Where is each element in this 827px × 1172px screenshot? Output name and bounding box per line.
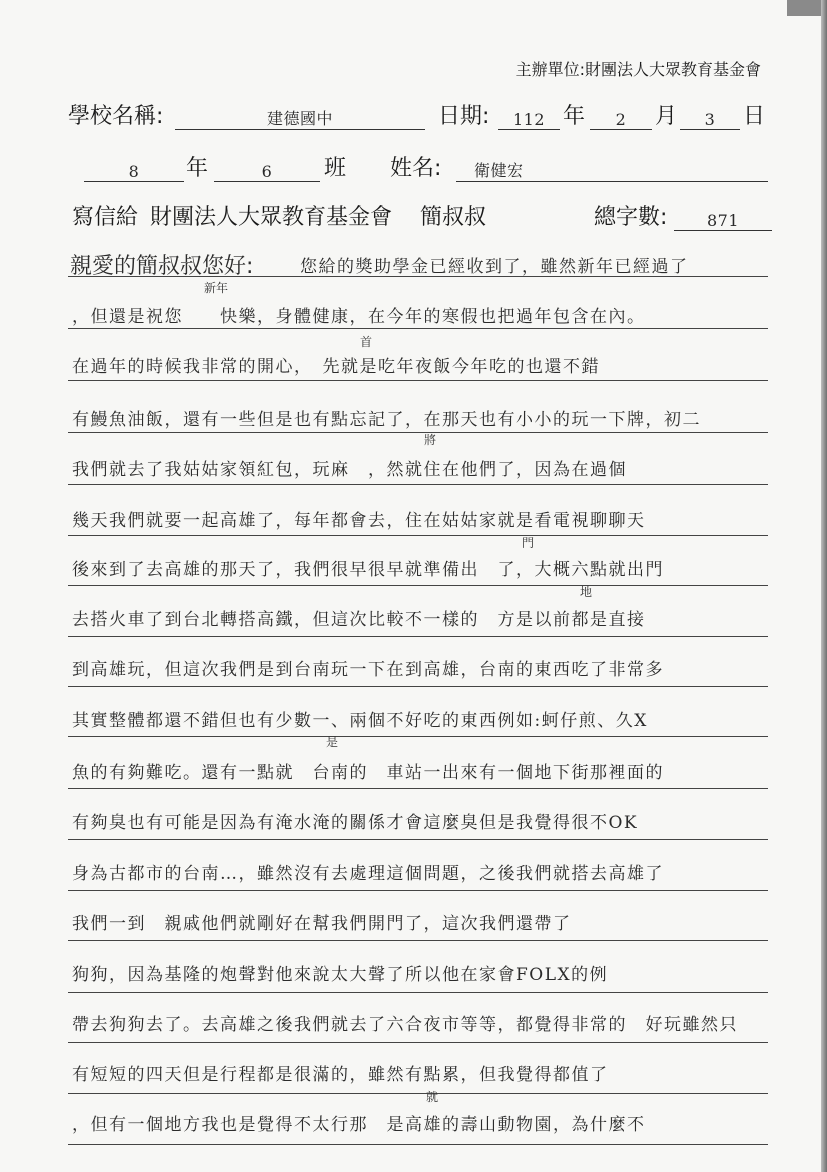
scan-edge-right: [821, 0, 827, 1172]
body-line-16: 帶去狗狗去了。去高雄之後我們就去了六合夜市等等，都覺得非常的 好玩雖然只: [72, 1015, 738, 1035]
letter-to-row: [68, 197, 767, 231]
school-field: 建德國中: [175, 106, 425, 130]
body-line-4: 有鰻魚油飯，還有一些但是也有點忘記了，在那天也有小小的玩一下牌，初二: [72, 410, 701, 430]
school-label: 學校名稱:: [68, 104, 164, 129]
body-line-1: 您給的獎助學金已經收到了，雖然新年已經過了: [300, 257, 689, 277]
school-date-row: [68, 96, 767, 130]
word-count-label: 總字數:: [594, 205, 668, 230]
rule-line: [68, 736, 768, 737]
rule-line: [68, 940, 768, 941]
rule-line: [68, 585, 768, 586]
body-line-18: ，但有一個地方我也是覺得不太行那 是高雄的壽山動物園，為什麼不: [72, 1115, 646, 1135]
insertion-mark: 地: [580, 585, 593, 599]
rule-line: [68, 1093, 768, 1094]
body-line-13: 身為古都市的台南…，雖然沒有去處理這個問題，之後我們就搭去高雄了: [72, 864, 664, 884]
grade-field: 8: [84, 162, 184, 182]
day-field: 3: [680, 110, 740, 130]
body-line-12: 有夠臭也有可能是因為有淹水淹的關係才會這麼臭但是我覺得很不OK: [72, 813, 639, 833]
date-label: 日期:: [438, 104, 490, 129]
insertion-mark: 新年: [204, 281, 229, 295]
rule-line: [68, 1042, 768, 1043]
year-field: 112: [498, 110, 560, 130]
rule-line: [68, 535, 768, 536]
rule-line: [68, 686, 768, 687]
rule-line: [68, 380, 768, 381]
insertion-mark: 首: [360, 335, 373, 349]
rule-line: [68, 788, 768, 789]
letter-to-prefix: 寫信給: [72, 205, 139, 230]
body-line-15: 狗狗，因為基隆的炮聲對他來說太大聲了所以他在家會FOLX的例: [72, 965, 609, 985]
month-label: 月: [655, 104, 678, 129]
rule-line: [68, 432, 768, 433]
name-label: 姓名:: [390, 156, 442, 181]
class-field: 6: [214, 162, 320, 182]
body-line-14: 我們一到 親戚他們就剛好在幫我們開門了，這次我們還帶了: [72, 914, 572, 934]
rule-line: [68, 839, 768, 840]
body-line-10: 其實整體都還不錯但也有少數一、兩個不好吃的東西例如:蚵仔煎、久X: [72, 711, 648, 731]
rule-line: [68, 276, 768, 277]
body-line-2: ，但還是祝您 快樂，身體健康，在今年的寒假也把過年包含在內。: [72, 307, 646, 327]
word-count-field: 871: [674, 211, 772, 231]
rule-line: [68, 484, 768, 485]
body-line-9: 到高雄玩，但這次我們是到台南玩一下在到高雄，台南的東西吃了非常多: [72, 660, 664, 680]
rule-line: [68, 992, 768, 993]
rule-line: [68, 1144, 768, 1145]
body-line-8: 去搭火車了到台北轉搭高鐵，但這次比較不一樣的 方是以前都是直接: [72, 610, 646, 630]
greeting: 親愛的簡叔叔您好:: [70, 254, 254, 279]
name-field: 衛健宏: [456, 158, 768, 182]
rule-line: [68, 328, 768, 329]
body-line-6: 幾天我們就要一起高雄了，每年都會去，住在姑姑家就是看電視聊聊天: [72, 511, 646, 531]
year-label: 年: [563, 104, 586, 129]
organizer-label: 主辦單位:財團法人大眾教育基金會: [515, 60, 761, 79]
body-line-3: 在過年的時候我非常的開心， 先就是吃年夜飯今年吃的也還不錯: [72, 357, 600, 377]
body-line-11: 魚的有夠難吃。還有一點就 台南的 車站一出來有一個地下街那裡面的: [72, 763, 664, 783]
insertion-mark: 將: [424, 433, 437, 447]
rule-line: [68, 890, 768, 891]
insertion-mark: 門: [522, 536, 535, 550]
recipient-name: 簡叔叔: [420, 205, 487, 230]
class-label: 班: [324, 156, 347, 181]
day-label: 日: [743, 104, 766, 129]
grade-class-name-row: [68, 148, 767, 182]
body-line-17: 有短短的四天但是行程都是很滿的，雖然有點累，但我覺得都值了: [72, 1065, 609, 1085]
body-line-7: 後來到了去高雄的那天了，我們很早很早就準備出 了，大概六點就出門: [72, 560, 664, 580]
rule-line: [68, 636, 768, 637]
grade-label: 年: [186, 156, 209, 181]
foundation-name: 財團法人大眾教育基金會: [150, 205, 393, 230]
insertion-mark: 是: [326, 735, 339, 749]
month-field: 2: [590, 110, 652, 130]
insertion-mark: 就: [426, 1090, 439, 1104]
body-line-5: 我們就去了我姑姑家領紅包，玩麻 ，然就住在他們了，因為在過個: [72, 460, 627, 480]
